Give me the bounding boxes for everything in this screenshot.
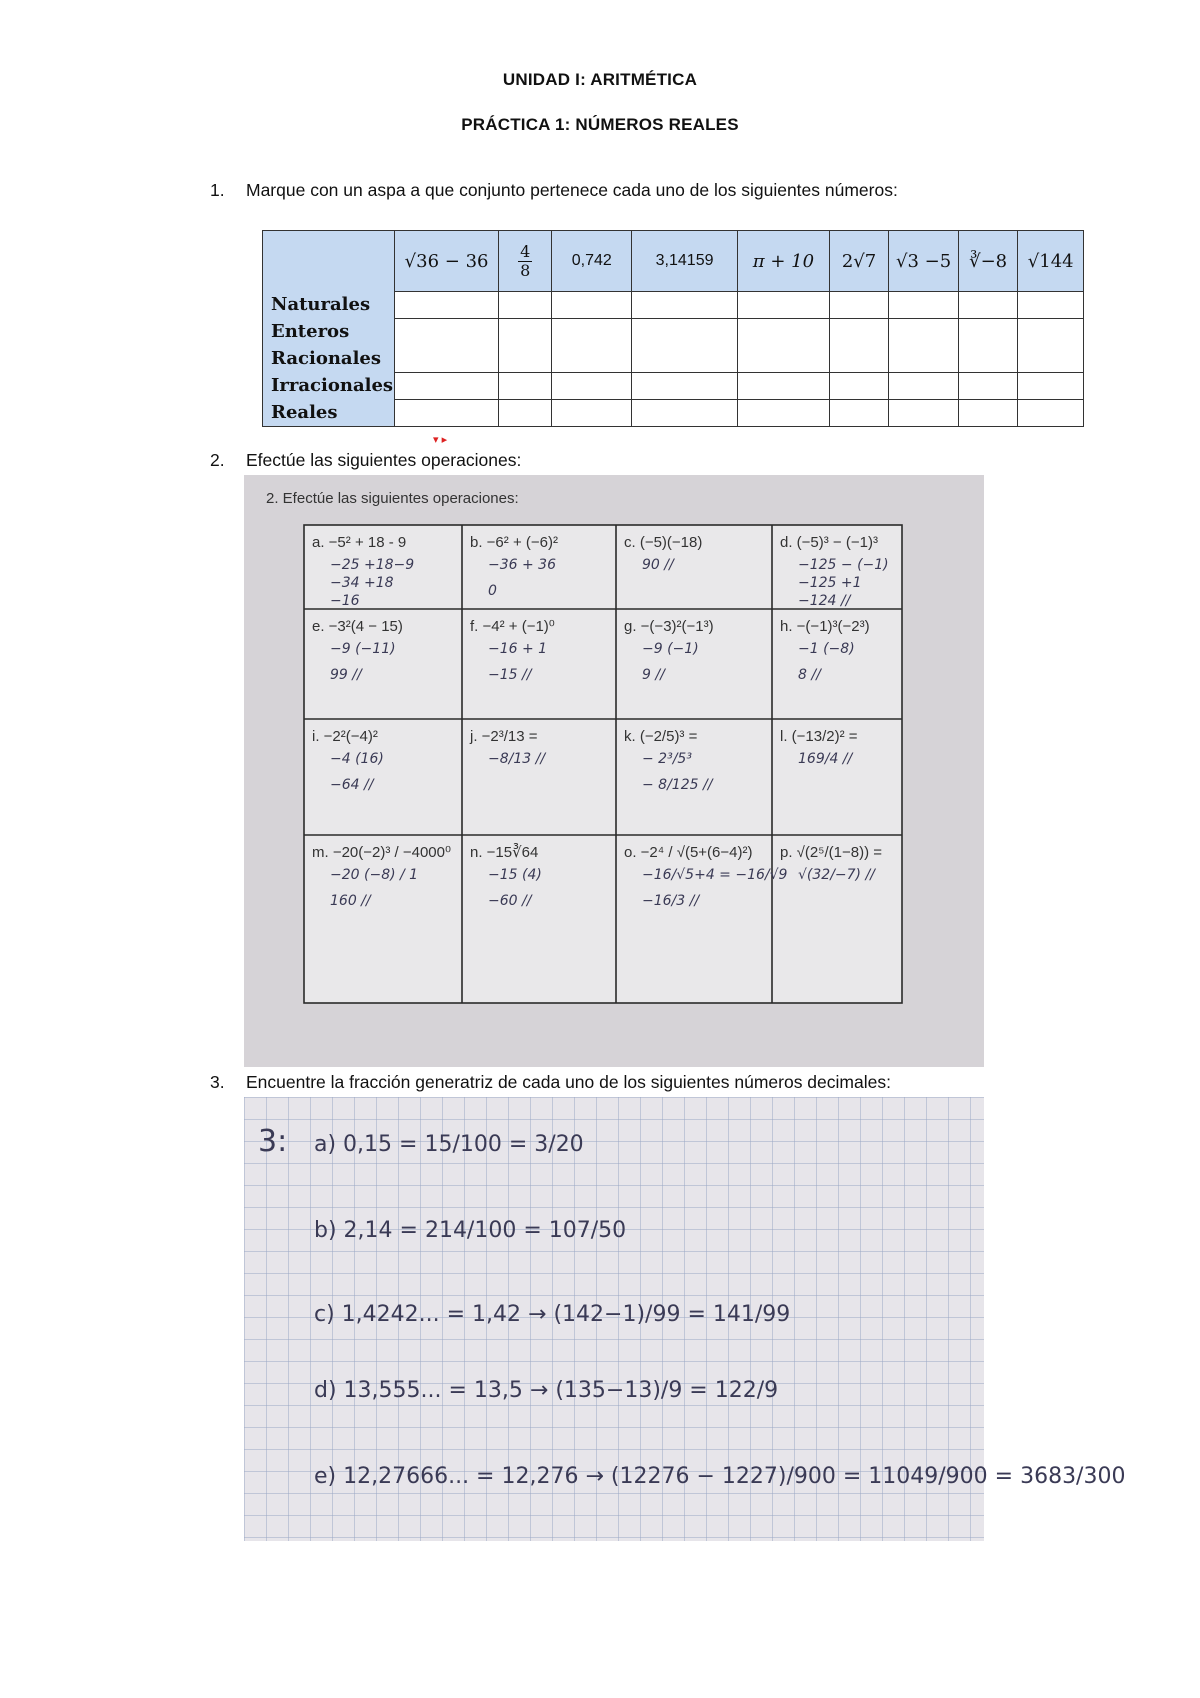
operation-label: d. (−5)³ − (−1)³ — [780, 534, 878, 551]
operation-work-line: −15 (4) — [488, 867, 542, 883]
column-header: 2√7 — [829, 231, 889, 292]
operation-work-line: −25 +18−9 — [330, 557, 415, 573]
operation-work-line: − 8/125 // — [642, 777, 713, 793]
operation-work-line: −16/√5+4 = −16/√9 — [642, 867, 788, 883]
row-label-reales: Reales — [271, 402, 338, 423]
notebook-line: d) 13,555... = 13,5 → (135−13)/9 = 122/9 — [314, 1378, 779, 1403]
operation-label: l. (−13/2)² = — [780, 728, 858, 745]
operation-work-line: −8/13 // — [488, 751, 546, 767]
question-2-text: Efectúe las siguientes operaciones: — [246, 450, 522, 470]
operation-label: j. −2³/13 = — [470, 728, 538, 745]
question-3-number: 3. — [210, 1072, 225, 1092]
operation-work-line: −36 + 36 — [488, 557, 556, 573]
row-label-enteros: Enteros — [271, 321, 350, 342]
operation-label: h. −(−1)³(−2³) — [780, 618, 870, 635]
operation-label: k. (−2/5)³ = — [624, 728, 698, 745]
operation-work-line: −20 (−8) / 1 — [330, 867, 419, 883]
question-3 — [210, 1072, 891, 1093]
operation-work-line: 160 // — [330, 893, 371, 909]
operations-photo-svg — [244, 475, 984, 1067]
column-header: √36 − 36 — [395, 231, 499, 292]
operation-work-line: −1 (−8) — [798, 641, 855, 657]
column-header: π + 10 — [738, 231, 830, 292]
operation-work-line: − 2³/5³ — [642, 751, 692, 767]
operation-label: e. −3²(4 − 15) — [312, 618, 403, 635]
operation-work-line: 9 // — [642, 667, 665, 683]
operation-label: f. −4² + (−1)⁰ — [470, 618, 555, 635]
table-header-row — [263, 231, 1084, 292]
row-label-irracionales: Irracionales — [271, 375, 394, 396]
practice-title: PRÁCTICA 1: NÚMEROS REALES — [461, 115, 739, 134]
column-header: √3 −5 — [889, 231, 959, 292]
operation-work-line: −34 +18 — [330, 575, 394, 591]
row-label-naturales: Naturales — [271, 294, 371, 315]
question-2 — [210, 450, 521, 471]
operation-label: i. −2²(−4)² — [312, 728, 378, 745]
operation-work-line: 90 // — [642, 557, 674, 573]
unit-title: UNIDAD I: ARITMÉTICA — [502, 70, 698, 89]
fraction-numerator: 4 — [520, 241, 531, 261]
photo-header: 2. Efectúe las siguientes operaciones: — [266, 490, 519, 507]
operation-work-line: −15 // — [488, 667, 532, 683]
operation-work-line: −16/3 // — [642, 893, 700, 909]
operation-work-line: 0 — [488, 583, 497, 599]
operation-work-line: −60 // — [488, 893, 532, 909]
question-1-text: Marque con un aspa a que conjunto pertenece cada uno de los siguientes números: — [246, 180, 898, 200]
row-labels-cell — [263, 231, 395, 427]
operations-photo — [244, 475, 984, 1067]
notebook-line: b) 2,14 = 214/100 = 107/50 — [314, 1218, 627, 1243]
operation-work-line: √(32/−7) // — [798, 867, 875, 883]
operation-work-line: 8 // — [798, 667, 821, 683]
operation-label: o. −2⁴ / √(5+(6−4)²) — [624, 844, 753, 861]
column-header: 0,742 — [552, 231, 632, 292]
operation-work-line: −64 // — [330, 777, 374, 793]
column-header: √144 — [1018, 231, 1084, 292]
operation-label: n. −15∛64 — [470, 844, 539, 861]
operation-work-line: −125 − (−1) — [798, 557, 889, 573]
notebook-photo — [244, 1097, 1126, 1541]
operation-work-line: −4 (16) — [330, 751, 384, 767]
question-1 — [210, 180, 898, 201]
notebook-line: c) 1,4242... = 1,42 → (142−1)/99 = 141/99 — [314, 1302, 791, 1327]
operation-work-line: −16 + 1 — [488, 641, 548, 657]
operation-work-line: −125 +1 — [798, 575, 862, 591]
fraction-denominator: 8 — [520, 260, 531, 280]
column-header-fraction — [499, 231, 552, 292]
operation-label: g. −(−3)²(−1³) — [624, 618, 714, 635]
operation-label: a. −5² + 18 - 9 — [312, 534, 407, 551]
operation-label: b. −6² + (−6)² — [470, 534, 558, 551]
red-mark: ▾ ▸ — [433, 434, 448, 446]
notebook-line: a) 0,15 = 15/100 = 3/20 — [314, 1132, 584, 1157]
operation-work-line: −9 (−1) — [642, 641, 699, 657]
column-header: 3,14159 — [632, 231, 738, 292]
operation-work-line: −124 // — [798, 593, 851, 609]
number-sets-table — [262, 230, 1084, 427]
operation-label: p. √(2⁵/(1−8)) = — [780, 844, 882, 861]
question-3-text: Encuentre la fracción generatriz de cada uno de los siguientes números decimales: — [246, 1072, 891, 1092]
column-header: ∛−8 — [958, 231, 1018, 292]
operation-work-line: 99 // — [330, 667, 362, 683]
operation-work-line: −16 — [330, 593, 360, 609]
operation-work-line: −9 (−11) — [330, 641, 396, 657]
question-2-number: 2. — [210, 450, 225, 470]
operation-label: c. (−5)(−18) — [624, 534, 703, 551]
notebook-line: e) 12,27666... = 12,276 → (12276 − 1227)/900 = 11049/900 = 3683/300 — [314, 1464, 1126, 1489]
row-label-racionales: Racionales — [271, 348, 382, 369]
notebook-label: 3: — [258, 1124, 288, 1159]
notebook-photo-svg — [244, 1097, 1126, 1541]
operation-label: m. −20(−2)³ / −4000⁰ — [312, 844, 452, 861]
question-1-number: 1. — [210, 180, 225, 200]
operation-work-line: 169/4 // — [798, 751, 853, 767]
